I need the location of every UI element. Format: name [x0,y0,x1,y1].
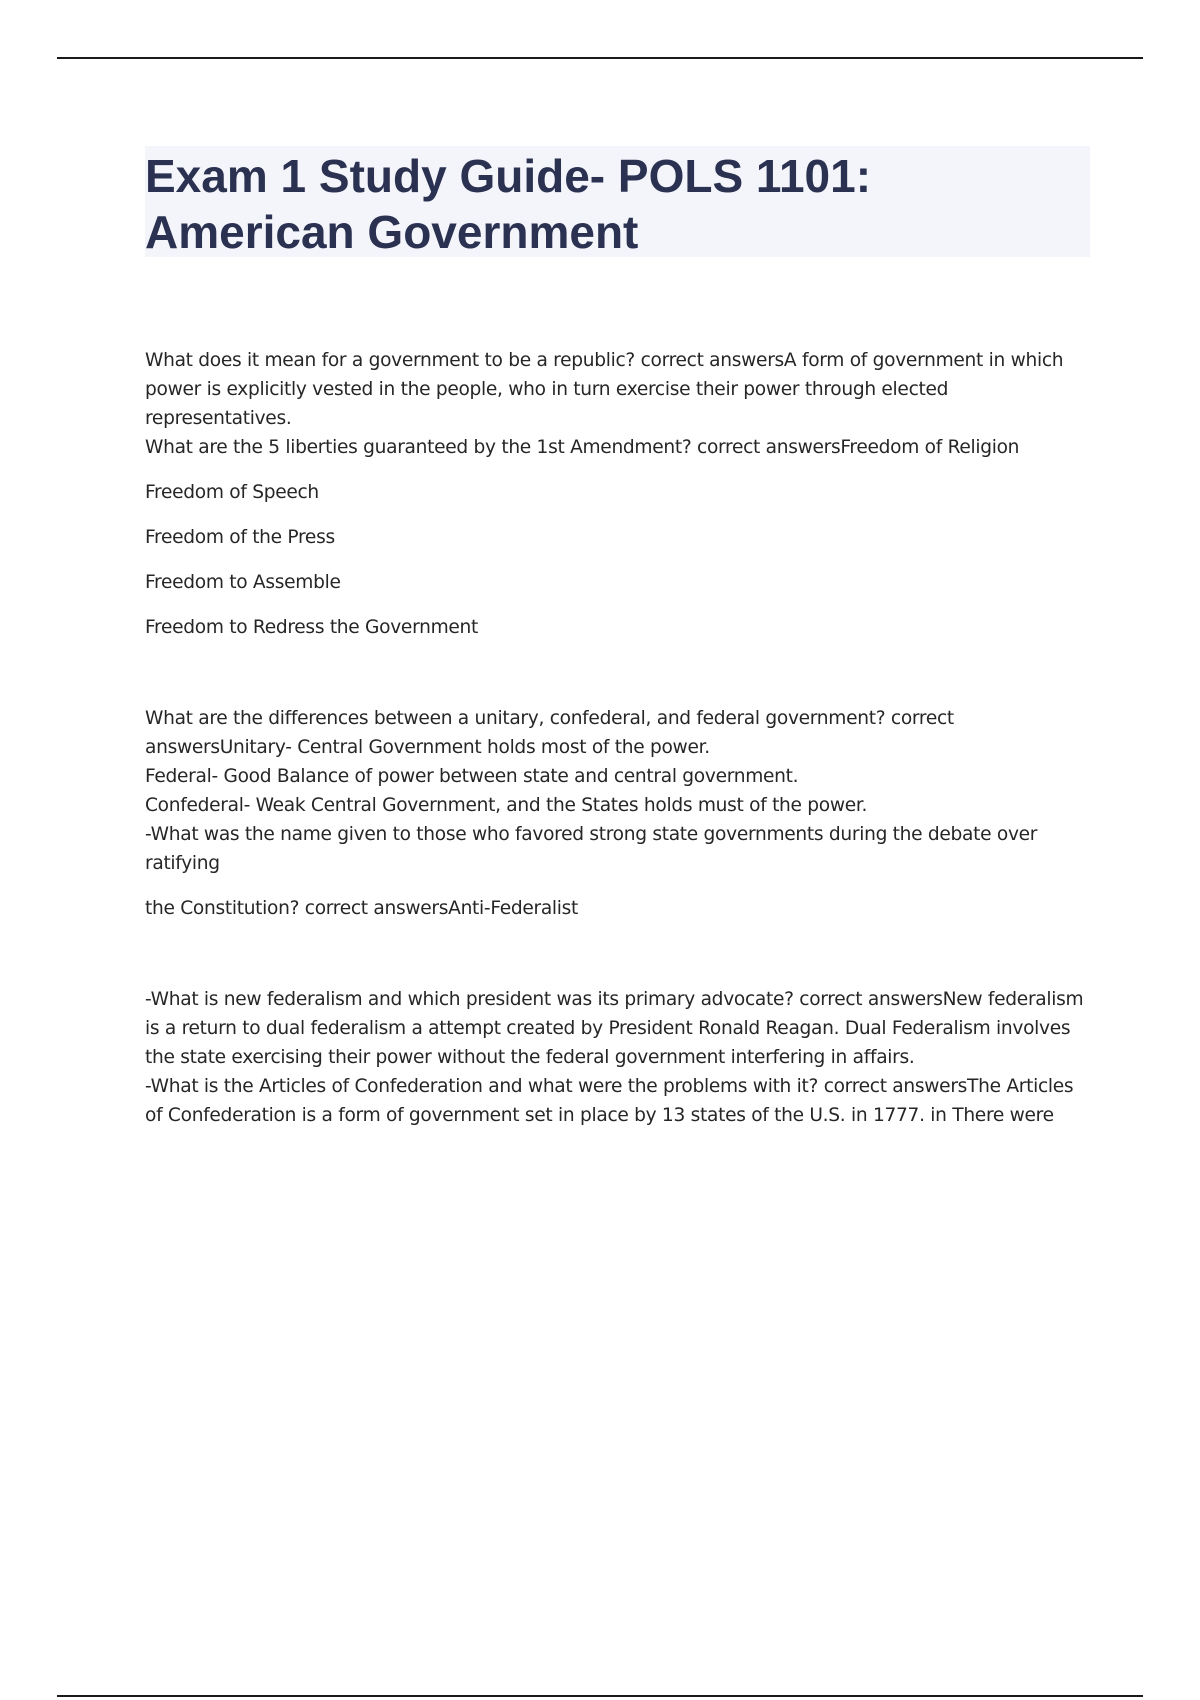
liberty-item: Freedom to Redress the Government [145,617,479,638]
qa-first-amendment: What are the 5 liberties guaranteed by the 1st Amendment? correct answersFreedom of Religion [145,437,1020,458]
bottom-rule [57,1695,1143,1697]
liberty-item: Freedom of the Press [145,527,335,548]
qa-new-federalism: -What is new federalism and which president was its primary advocate? correct answersNew federalism is a return to dual federalism a attempt created by President Ronald Reagan. Dual Federalism involves the state exercising their power without the federal government interfering in affairs. [145,989,1084,1068]
answer-confederal: Confederal- Weak Central Government, and the States holds must of the power. [145,795,868,816]
liberty-item: Freedom to Assemble [145,572,341,593]
qa-anti-federalist-continued: the Constitution? correct answersAnti-Federalist [145,898,579,919]
qa-republic: What does it mean for a government to be a republic? correct answersA form of government in which power is explicitly vested in the people, who in turn exercise their power through elected representatives. [145,350,1064,429]
top-rule [57,57,1143,59]
liberty-item: Freedom of Speech [145,482,319,503]
answer-federal: Federal- Good Balance of power between state and central government. [145,766,799,787]
qa-government-types: What are the differences between a unitary, confederal, and federal government? correct answersUnitary- Central Government holds most of the power. [145,708,954,758]
document-body [145,346,1090,1130]
document-title: Exam 1 Study Guide- POLS 1101: American Government [145,150,872,258]
qa-articles-of-confederation: -What is the Articles of Confederation and what were the problems with it? correct answersThe Articles of Confederation is a form of government set in place by 13 states of the U.S. in 1777. in There were [145,1076,1074,1126]
qa-anti-federalist: -What was the name given to those who favored strong state governments during the debate over ratifying [145,824,1038,874]
